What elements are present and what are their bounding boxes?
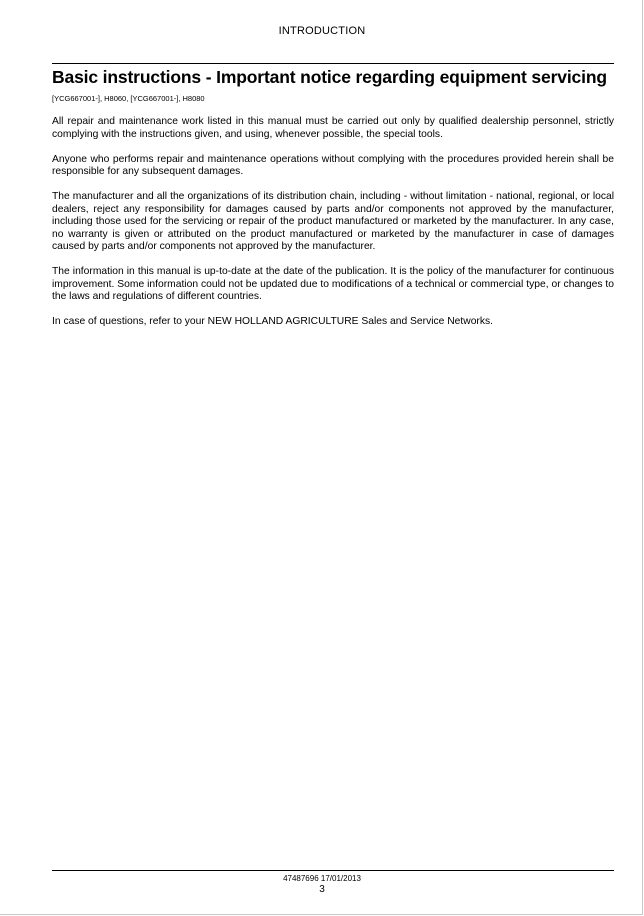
document-reference: 47487696 17/01/2013 (283, 874, 361, 883)
main-content (52, 66, 614, 341)
header-rule (52, 63, 614, 64)
applicability-models: [YCG667001-], H8060, [YCG667001-], H8080 (52, 94, 205, 103)
paragraph-information-currency: The information in this manual is up-to-date at the date of the publication. It is the policy of the manufacturer for continuous improvement. Some information could not be updated due to modifications of a technical or commercial type, or changes to the laws and regulations of different countries. (52, 266, 614, 302)
body-text (52, 116, 614, 329)
paragraph-responsibility: Anyone who performs repair and maintenance operations without complying with the procedures provided herein shall be responsible for any subsequent damages. (52, 153, 614, 177)
paragraph-qualified-personnel: All repair and maintenance work listed in this manual must be carried out only by qualified dealership personnel, strictly complying with the instructions given, and using, whenever possible, the special tools. (52, 116, 614, 140)
paragraph-questions: In case of questions, refer to your NEW HOLLAND AGRICULTURE Sales and Service Networks. (52, 316, 494, 327)
paragraph-manufacturer-disclaimer: The manufacturer and all the organizations of its distribution chain, including - without limitation - national, regional, or local dealers, reject any responsibility for damages caused by parts and/or components not approved by the manufacturer, including those used for the servicing or repair of the product manufactured or marketed by the manufacturer. In any case, no warranty is given or attributed on the product manufactured or marketed by the manufacturer in case of damages caused by parts and/or components not approved by the manufacturer. (52, 191, 614, 252)
page-number: 3 (319, 884, 325, 895)
page-title: Basic instructions - Important notice regarding equipment servicing (52, 67, 607, 87)
running-header: INTRODUCTION (278, 25, 366, 37)
footer-rule (52, 870, 614, 871)
